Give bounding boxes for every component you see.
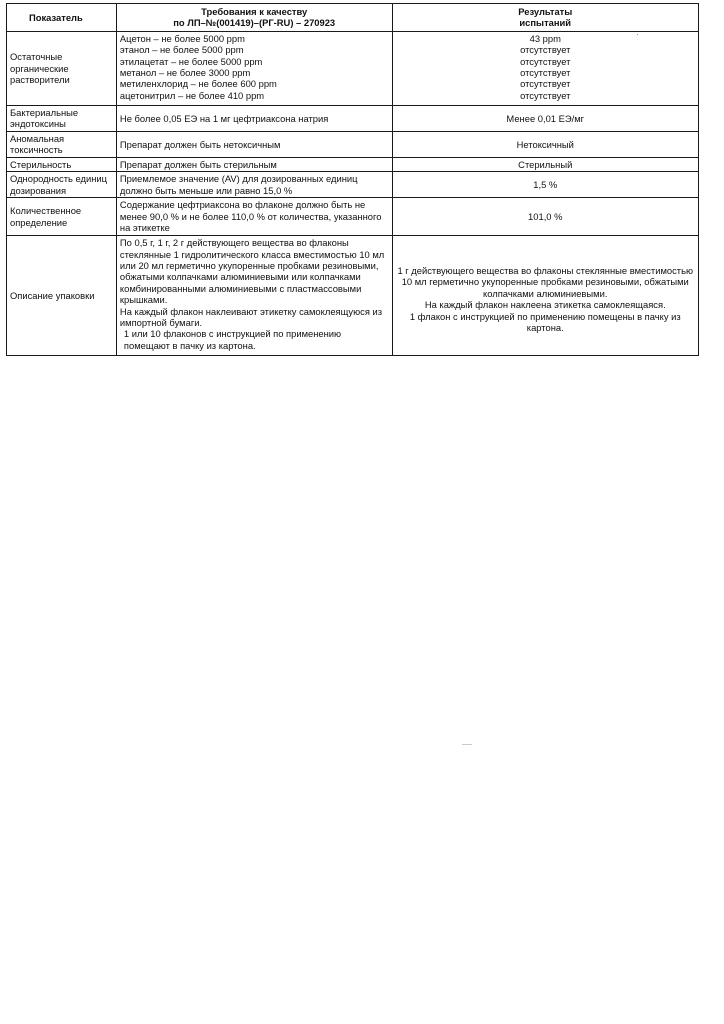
result-residual-solvents bbox=[392, 31, 699, 105]
table-row bbox=[7, 157, 699, 171]
result-sterility: Стерильный bbox=[392, 157, 699, 171]
table-row bbox=[7, 131, 699, 157]
requirement-endotoxins: Не более 0,05 ЕЭ на 1 мг цефтриаксона натрия bbox=[116, 105, 392, 131]
param-packaging: Описание упаковки bbox=[7, 236, 117, 356]
solvent-result: отсутствует bbox=[520, 89, 571, 101]
solvent-requirement: этанол – не более 5000 ppm bbox=[119, 44, 244, 56]
table-row bbox=[7, 198, 699, 236]
packaging-requirement-paragraph: На каждый флакон наклеивают этикетку самоклеящуюся из импортной бумаги. bbox=[119, 305, 383, 329]
header-requirements-line1: Требования к качеству bbox=[201, 6, 308, 17]
solvent-requirement: ацетонитрил – не более 410 ppm bbox=[119, 89, 265, 101]
table-row bbox=[7, 31, 699, 105]
header-requirements bbox=[116, 4, 392, 32]
result-endotoxins: Менее 0,01 ЕЭ/мг bbox=[392, 105, 699, 131]
result-dose-uniformity: 1,5 % bbox=[392, 172, 699, 198]
solvent-result: отсутствует bbox=[520, 55, 571, 67]
requirement-packaging bbox=[116, 236, 392, 356]
solvent-result: 43 ppm bbox=[529, 32, 561, 44]
requirement-dose-uniformity: Приемлемое значение (AV) для дозированных единиц должно быть меньше или равно 15,0 % bbox=[116, 172, 392, 198]
requirement-assay: Содержание цефтриаксона во флаконе должно быть не менее 90,0 % и не более 110,0 % от количества, указанного на этикетке bbox=[116, 198, 392, 236]
header-results bbox=[392, 4, 699, 32]
table-row bbox=[7, 236, 699, 356]
solvent-requirement: метанол – не более 3000 ppm bbox=[119, 67, 251, 79]
packaging-requirement-paragraph: 1 или 10 флаконов с инструкцией по применению помещают в пачку из картона. bbox=[123, 328, 342, 351]
solvent-result: отсутствует bbox=[520, 78, 571, 90]
solvent-result: отсутствует bbox=[520, 44, 571, 56]
table-header-row bbox=[7, 4, 699, 32]
requirement-abnormal-toxicity: Препарат должен быть нетоксичным bbox=[116, 131, 392, 157]
requirement-residual-solvents bbox=[116, 31, 392, 105]
solvent-requirement: этилацетат – не более 5000 ppm bbox=[119, 55, 263, 67]
param-sterility: Стерильность bbox=[7, 157, 117, 171]
packaging-requirement-paragraph: По 0,5 г, 1 г, 2 г действующего вещества во флаконы стеклянные 1 гидролитического класса вместимостью 10 мл или 20 мл герметично укупоренные пробками резиновыми, обжатыми колпачками алюминиевыми или колпачками комбинированными алюминиевыми с пластмассовыми крышками. bbox=[119, 237, 385, 306]
packaging-result-paragraph: На каждый флакон наклеена этикетка самоклеящаяся. bbox=[424, 299, 666, 311]
packaging-result-paragraph: 1 флакон с инструкцией по применению помещены в пачку из картона. bbox=[409, 310, 681, 334]
quality-results-table bbox=[6, 3, 699, 356]
header-parameter: Показатель bbox=[7, 4, 117, 32]
result-assay: 101,0 % bbox=[392, 198, 699, 236]
solvent-requirement: метиленхлорид – не более 600 ppm bbox=[119, 78, 277, 90]
header-results-line2: испытаний bbox=[519, 17, 572, 29]
solvent-result: отсутствует bbox=[520, 67, 571, 79]
packaging-result-paragraph: 1 г действующего вещества во флаконы стеклянные вместимостью 10 мл герметично укупоренные пробками резиновыми, обжатыми колпачками алюминиевыми. bbox=[397, 265, 694, 299]
header-requirements-line2: по ЛП–№(001419)–(РГ-RU) – 270923 bbox=[173, 17, 336, 29]
scan-artifact bbox=[462, 744, 472, 745]
requirement-sterility: Препарат должен быть стерильным bbox=[116, 157, 392, 171]
param-endotoxins: Бактериальные эндотоксины bbox=[7, 105, 117, 131]
table-row bbox=[7, 172, 699, 198]
param-dose-uniformity: Однородность единиц дозирования bbox=[7, 172, 117, 198]
table-row bbox=[7, 105, 699, 131]
header-results-line1: Результаты bbox=[518, 6, 573, 17]
param-abnormal-toxicity: Аномальная токсичность bbox=[7, 131, 117, 157]
scan-speck: · bbox=[636, 30, 639, 39]
param-assay: Количественное определение bbox=[7, 198, 117, 236]
result-abnormal-toxicity: Нетоксичный bbox=[392, 131, 699, 157]
result-packaging bbox=[392, 236, 699, 356]
solvent-requirement: Ацетон – не более 5000 ppm bbox=[119, 32, 245, 44]
param-residual-solvents: Остаточные органические растворители bbox=[7, 31, 117, 105]
